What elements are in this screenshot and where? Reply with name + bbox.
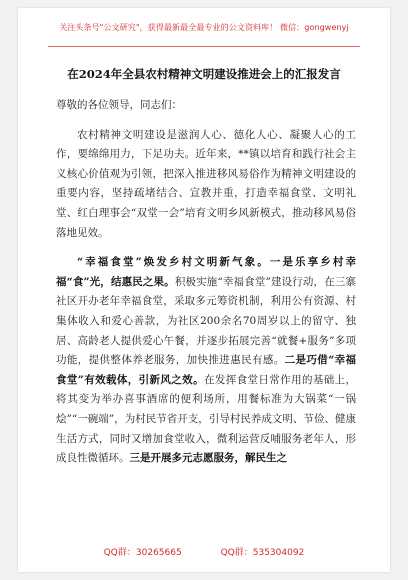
footer xyxy=(18,545,390,558)
document-body xyxy=(56,96,356,471)
point1-text: 积极实施“幸福食堂”建设行动，在三寨社区开办老年幸福食堂，采取多元筹资机制，利用公有资源、村集体收入和爱心善款，为社区200余名70周岁以上的留守、独居、高龄老人提供爱心午餐，并逐步拓展完善“就餐+服务”多项功能，提供整体养老服务，加快推进惠民有感。 xyxy=(56,275,356,367)
point1-title: 一是乐享乡村幸福“食”光，结惠民之果。 xyxy=(56,256,356,288)
point2-text: 在发挥食堂日常作用的基础上，将其变为举办喜事酒席的便利场所，用餐标准为大锅菜“一锅烩”“一碗端”，为村民节省开支，引导村民养成文明、节俭、健康生活方式，同时又增加食堂收入，微利运营反哺服务老年人，形成良性微循环。 xyxy=(56,373,357,465)
qq-group-1: QQ群：30265665 xyxy=(103,548,182,558)
section1-heading: “幸福食堂”焕发乡村文明新气象。 xyxy=(77,256,270,269)
section1-paragraph xyxy=(56,253,356,469)
header-note: 关注头条号"公文研究"，获得最新最全最专业的公文资料库！ 微信：gongwenyj xyxy=(59,23,349,32)
document-page xyxy=(18,8,390,572)
point3-title: 三是开展多元志愿服务，解民生之 xyxy=(129,452,287,465)
header-divider xyxy=(48,46,360,47)
point2-title: 二是巧借“幸福食堂”有效载体，引新风之效。 xyxy=(56,354,357,386)
qq-group-2: QQ群：535304092 xyxy=(220,548,305,558)
salutation: 尊敬的各位领导，同志们： xyxy=(56,99,182,111)
document-title: 在2024年全县农村精神文明建设推进会上的汇报发言 xyxy=(67,67,341,81)
intro-paragraph: 农村精神文明建设是滋润人心、德化人心、凝聚人心的工作，要绵绵用力，下足功夫。近年来，**镇以培育和践行社会主义核心价值观为引领，把深入推进移风易俗作为精神文明建设的重要内容，坚持疏堵结合、宣教并重，打造幸福食堂、文明礼堂、红白理事会“双堂一会”培育文明乡风新模式，推动移风易俗落地见效。 xyxy=(56,128,356,239)
